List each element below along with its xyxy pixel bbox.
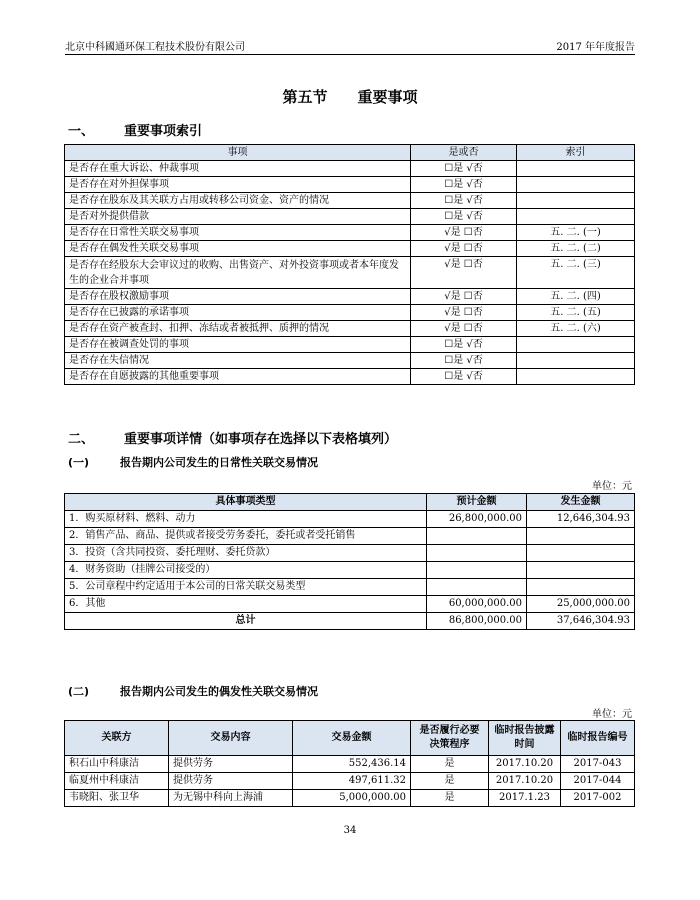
- table-row: [65, 289, 635, 305]
- section1-title: 重要事项索引: [124, 124, 203, 139]
- unit-label: 单位：元: [592, 481, 632, 492]
- answer-cell: ☐是 √否: [411, 369, 517, 385]
- content-cell: 提供劳务: [169, 756, 293, 773]
- answer-cell: √是 ☐否: [411, 305, 517, 321]
- answer-cell: √是 ☐否: [411, 321, 517, 337]
- item-cell: 是否对外提供借款: [65, 209, 411, 225]
- table-row: [65, 596, 635, 613]
- col-header-number: 临时报告编号: [561, 721, 635, 756]
- table-row: [65, 756, 635, 773]
- table-row: [65, 511, 635, 528]
- table-row: [65, 369, 635, 385]
- col-header-ref: 索引: [517, 145, 635, 161]
- col-header-party: 关联方: [65, 721, 169, 756]
- table-row: [65, 353, 635, 369]
- ref-cell: [517, 353, 635, 369]
- section2-title: 重要事项详情（如事项存在选择以下表格填列）: [124, 432, 398, 447]
- total-label: 总计: [65, 613, 427, 630]
- type-cell: 4．财务资助（挂牌公司接受的）: [65, 562, 427, 579]
- ref-cell: 五. 二. (四): [517, 289, 635, 305]
- header-company: 北京中科國通环保工程技术股份有限公司: [65, 42, 245, 53]
- daily-table-header: [65, 494, 635, 511]
- subsection2-number: (二): [68, 685, 90, 698]
- table-row: [65, 579, 635, 596]
- ref-cell: 五. 二. (三): [517, 257, 635, 289]
- item-cell: 是否存在股权激励事项: [65, 289, 411, 305]
- table-row: [65, 790, 635, 807]
- index-table-header: [65, 145, 635, 161]
- subsection2-title: 报告期内公司发生的偶发性关联交易情况: [120, 685, 318, 698]
- answer-cell: ☐是 √否: [411, 161, 517, 177]
- ref-cell: [517, 337, 635, 353]
- col-header-type: 具体事项类型: [65, 494, 427, 511]
- ref-cell: [517, 193, 635, 209]
- table-row: [65, 321, 635, 337]
- table-row: [65, 545, 635, 562]
- item-cell: 是否存在资产被查封、扣押、冻结或者被抵押、质押的情况: [65, 321, 411, 337]
- date-cell: 2017.1.23: [489, 790, 561, 807]
- ref-cell: 五. 二. (二): [517, 241, 635, 257]
- actual-cell: [527, 579, 635, 596]
- ref-cell: [517, 177, 635, 193]
- section1-number: 一、: [68, 124, 95, 139]
- expected-cell: [427, 545, 527, 562]
- header-report: 2017 年年度报告: [556, 42, 635, 53]
- section2-number: 二、: [68, 432, 95, 447]
- answer-cell: √是 ☐否: [411, 225, 517, 241]
- answer-cell: ☐是 √否: [411, 209, 517, 225]
- table-row: [65, 773, 635, 790]
- content-cell: 为无锡中科向上海浦: [169, 790, 293, 807]
- section2-heading: [68, 428, 397, 447]
- table-row: [65, 528, 635, 545]
- type-cell: 2．销售产品、商品、提供或者接受劳务委托，委托或者受托销售: [65, 528, 427, 545]
- answer-cell: √是 ☐否: [411, 241, 517, 257]
- ref-cell: [517, 369, 635, 385]
- procedure-cell: 是: [411, 773, 489, 790]
- subsection2-heading: [68, 683, 318, 699]
- table-row: [65, 305, 635, 321]
- page-number: 34: [343, 825, 357, 836]
- date-cell: 2017.10.20: [489, 773, 561, 790]
- subsection1-heading: [68, 454, 318, 470]
- expected-cell: [427, 562, 527, 579]
- section-title: 第五节 重要事项: [282, 88, 418, 106]
- col-header-actual: 发生金额: [527, 494, 635, 511]
- actual-cell: 25,000,000.00: [527, 596, 635, 613]
- ref-cell: 五. 二. (一): [517, 225, 635, 241]
- content-cell: 提供劳务: [169, 773, 293, 790]
- expected-cell: 60,000,000.00: [427, 596, 527, 613]
- header-divider: [65, 54, 635, 55]
- amount-cell: 497,611.32: [293, 773, 411, 790]
- table-row: [65, 225, 635, 241]
- procedure-cell: 是: [411, 790, 489, 807]
- index-table: [64, 144, 635, 385]
- answer-cell: ☐是 √否: [411, 337, 517, 353]
- actual-cell: [527, 562, 635, 579]
- procedure-cell: 是: [411, 756, 489, 773]
- actual-cell: [527, 528, 635, 545]
- table-row: [65, 337, 635, 353]
- report-number-cell: 2017-002: [561, 790, 635, 807]
- item-cell: 是否存在经股东大会审议过的收购、出售资产、对外投资事项或者本年度发生的企业合并事项: [65, 257, 411, 289]
- expected-cell: [427, 579, 527, 596]
- actual-cell: [527, 545, 635, 562]
- ref-cell: [517, 209, 635, 225]
- col-header-item: 事项: [65, 145, 411, 161]
- type-cell: 6．其他: [65, 596, 427, 613]
- item-cell: 是否存在自愿披露的其他重要事项: [65, 369, 411, 385]
- col-header-date: 临时报告披露时间: [489, 721, 561, 756]
- expected-cell: [427, 528, 527, 545]
- type-cell: 3．投资（含共同投资、委托理财、委托贷款）: [65, 545, 427, 562]
- answer-cell: ☐是 √否: [411, 193, 517, 209]
- ref-cell: 五. 二. (六): [517, 321, 635, 337]
- answer-cell: √是 ☐否: [411, 289, 517, 305]
- subsection1-title: 报告期内公司发生的日常性关联交易情况: [120, 456, 318, 469]
- report-number-cell: 2017-043: [561, 756, 635, 773]
- answer-cell: ☐是 √否: [411, 353, 517, 369]
- col-header-procedure: 是否履行必要决策程序: [411, 721, 489, 756]
- party-cell: 临夏州中科康洁: [65, 773, 169, 790]
- date-cell: 2017.10.20: [489, 756, 561, 773]
- col-header-answer: 是或否: [411, 145, 517, 161]
- table-row: [65, 241, 635, 257]
- daily-transactions-table: [64, 493, 635, 630]
- item-cell: 是否存在已披露的承诺事项: [65, 305, 411, 321]
- party-cell: 积石山中科康洁: [65, 756, 169, 773]
- table-row: [65, 562, 635, 579]
- amount-cell: 552,436.14: [293, 756, 411, 773]
- table-row: [65, 177, 635, 193]
- item-cell: 是否存在偶发性关联交易事项: [65, 241, 411, 257]
- subsection1-number: (一): [68, 456, 90, 469]
- item-cell: 是否存在股东及其关联方占用或转移公司资金、资产的情况: [65, 193, 411, 209]
- item-cell: 是否存在重大诉讼、仲裁事项: [65, 161, 411, 177]
- total-row: [65, 613, 635, 630]
- total-expected: 86,800,000.00: [427, 613, 527, 630]
- occasional-transactions-table: [64, 720, 635, 807]
- item-cell: 是否存在对外担保事项: [65, 177, 411, 193]
- answer-cell: √是 ☐否: [411, 257, 517, 289]
- type-cell: 1．购买原材料、燃料、动力: [65, 511, 427, 528]
- col-header-amount: 交易金额: [293, 721, 411, 756]
- item-cell: 是否存在被调查处罚的事项: [65, 337, 411, 353]
- item-cell: 是否存在失信情况: [65, 353, 411, 369]
- party-cell: 韦晓阳、张卫华: [65, 790, 169, 807]
- amount-cell: 5,000,000.00: [293, 790, 411, 807]
- table-row: [65, 209, 635, 225]
- table-row: [65, 257, 635, 289]
- occasional-table-header: [65, 721, 635, 756]
- item-cell: 是否存在日常性关联交易事项: [65, 225, 411, 241]
- actual-cell: 12,646,304.93: [527, 511, 635, 528]
- ref-cell: [517, 161, 635, 177]
- total-actual: 37,646,304.93: [527, 613, 635, 630]
- unit-label: 单位：元: [592, 709, 632, 720]
- table-row: [65, 193, 635, 209]
- col-header-expected: 预计金额: [427, 494, 527, 511]
- type-cell: 5．公司章程中约定适用于本公司的日常关联交易类型: [65, 579, 427, 596]
- expected-cell: 26,800,000.00: [427, 511, 527, 528]
- section1-heading: [68, 120, 202, 139]
- ref-cell: 五. 二. (五): [517, 305, 635, 321]
- report-number-cell: 2017-044: [561, 773, 635, 790]
- answer-cell: ☐是 √否: [411, 177, 517, 193]
- table-row: [65, 161, 635, 177]
- col-header-content: 交易内容: [169, 721, 293, 756]
